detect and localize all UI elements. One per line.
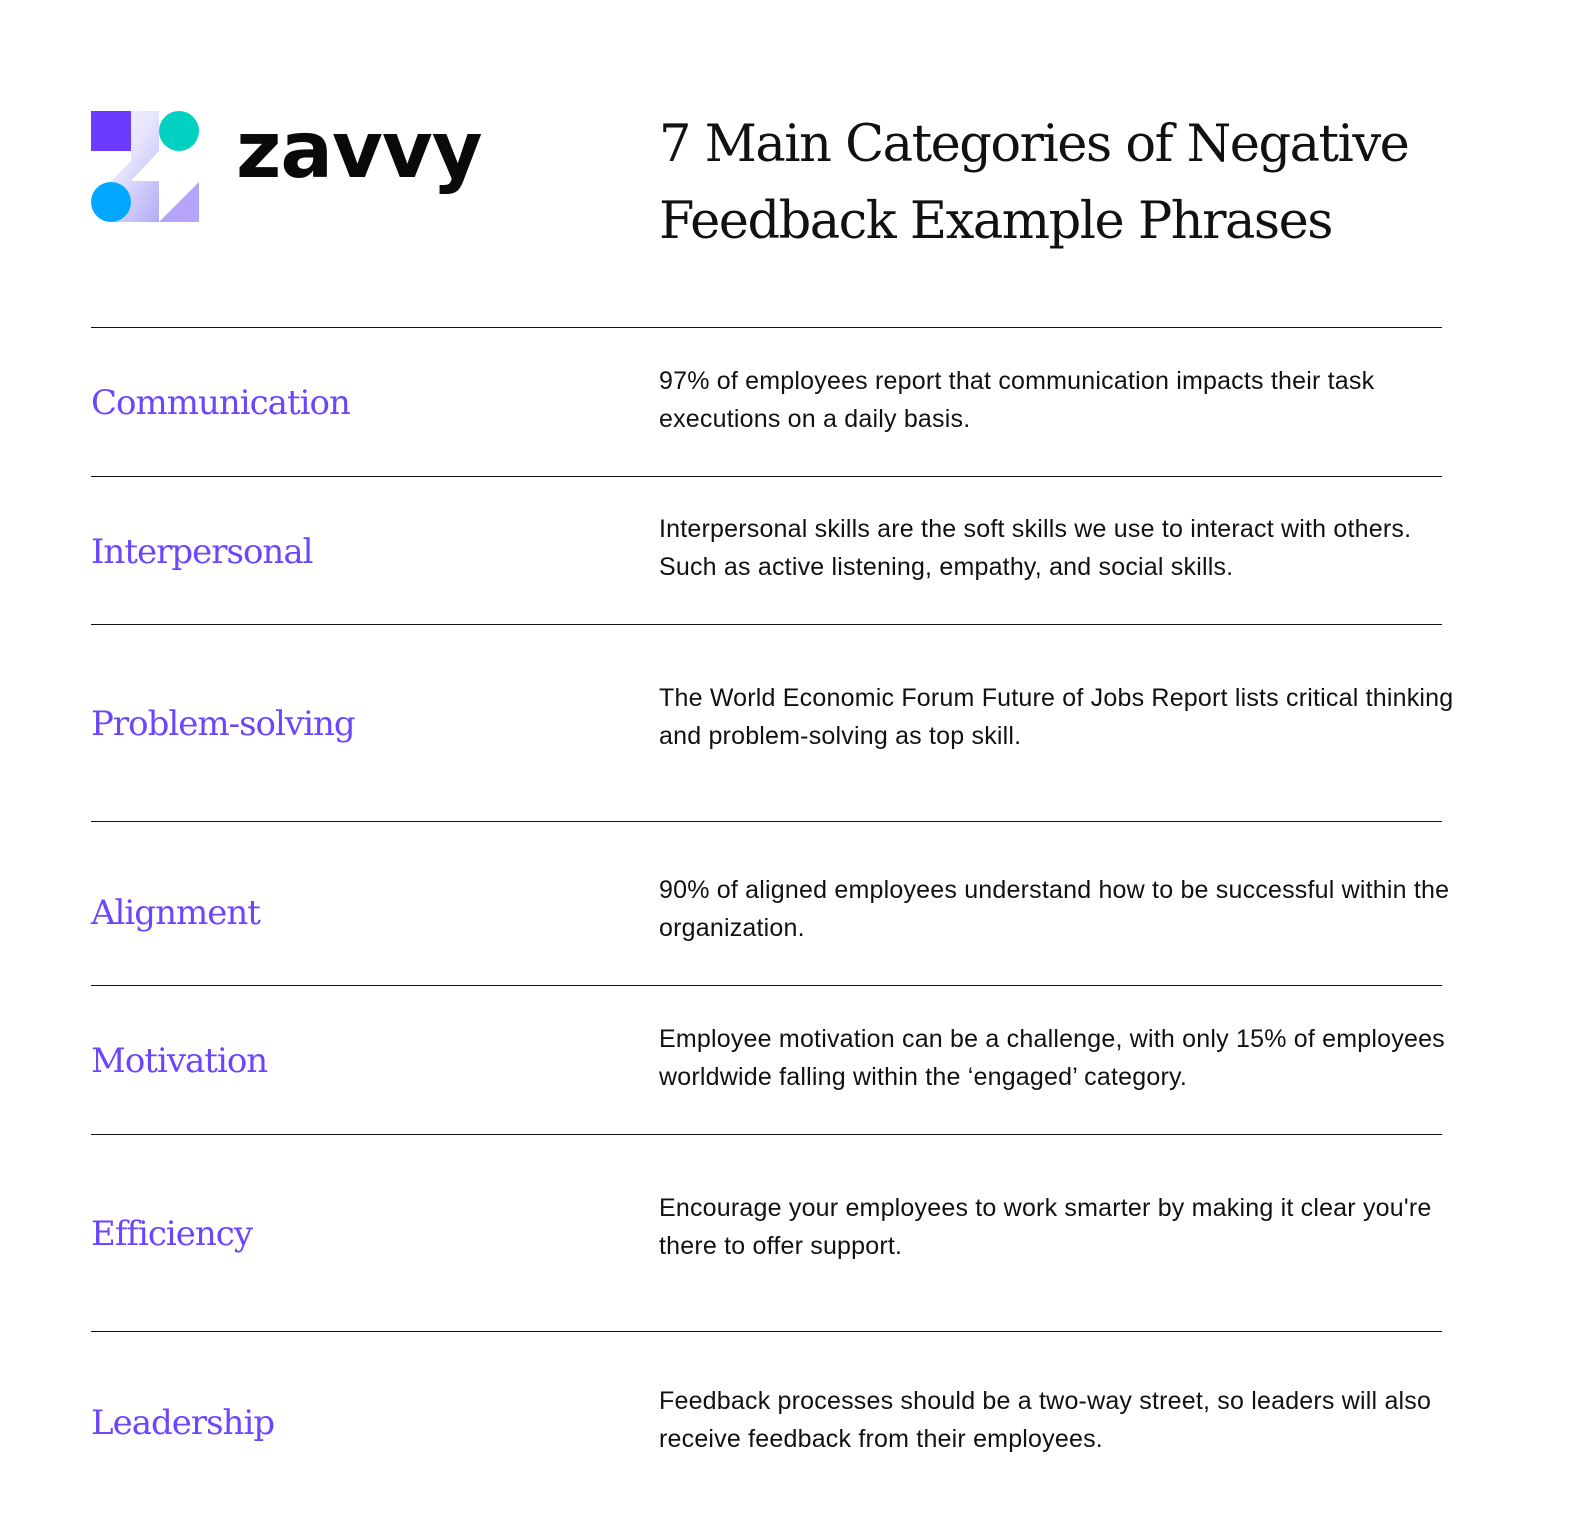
divider <box>91 327 1442 328</box>
category-description: Feedback processes should be a two-way street, so leaders will also receive feedback from their employees. <box>659 1387 1432 1453</box>
category-label: Motivation <box>91 1041 268 1081</box>
category-description: 97% of employees report that communication impacts their task executions on a daily basis. <box>659 367 1375 433</box>
page-title: 7 Main Categories of Negative Feedback Example Phrases <box>659 115 1409 251</box>
category-description: The World Economic Forum Future of Jobs Report lists critical thinking and problem-solving as top skill. <box>659 684 1454 750</box>
divider <box>91 476 1442 477</box>
divider <box>91 1134 1442 1135</box>
category-label: Communication <box>91 383 350 423</box>
category-description: Employee motivation can be a challenge, with only 15% of employees worldwide falling within the ‘engaged’ category. <box>659 1025 1445 1091</box>
category-label: Interpersonal <box>91 532 313 572</box>
category-label: Alignment <box>91 893 260 933</box>
divider <box>91 624 1442 625</box>
divider <box>91 985 1442 986</box>
category-label: Efficiency <box>91 1214 253 1254</box>
category-description: 90% of aligned employees understand how to be successful within the organization. <box>659 876 1450 942</box>
category-description: Encourage your employees to work smarter by making it clear you're there to offer support. <box>659 1194 1432 1260</box>
divider <box>91 821 1442 822</box>
zavvy-logo-icon <box>91 111 199 222</box>
brand-wordmark: zavvy <box>236 106 482 196</box>
category-description: Interpersonal skills are the soft skills we use to interact with others. Such as active listening, empathy, and social skills. <box>659 515 1412 581</box>
category-label: Problem-solving <box>91 704 355 744</box>
category-label: Leadership <box>91 1403 275 1443</box>
divider <box>91 1331 1442 1332</box>
